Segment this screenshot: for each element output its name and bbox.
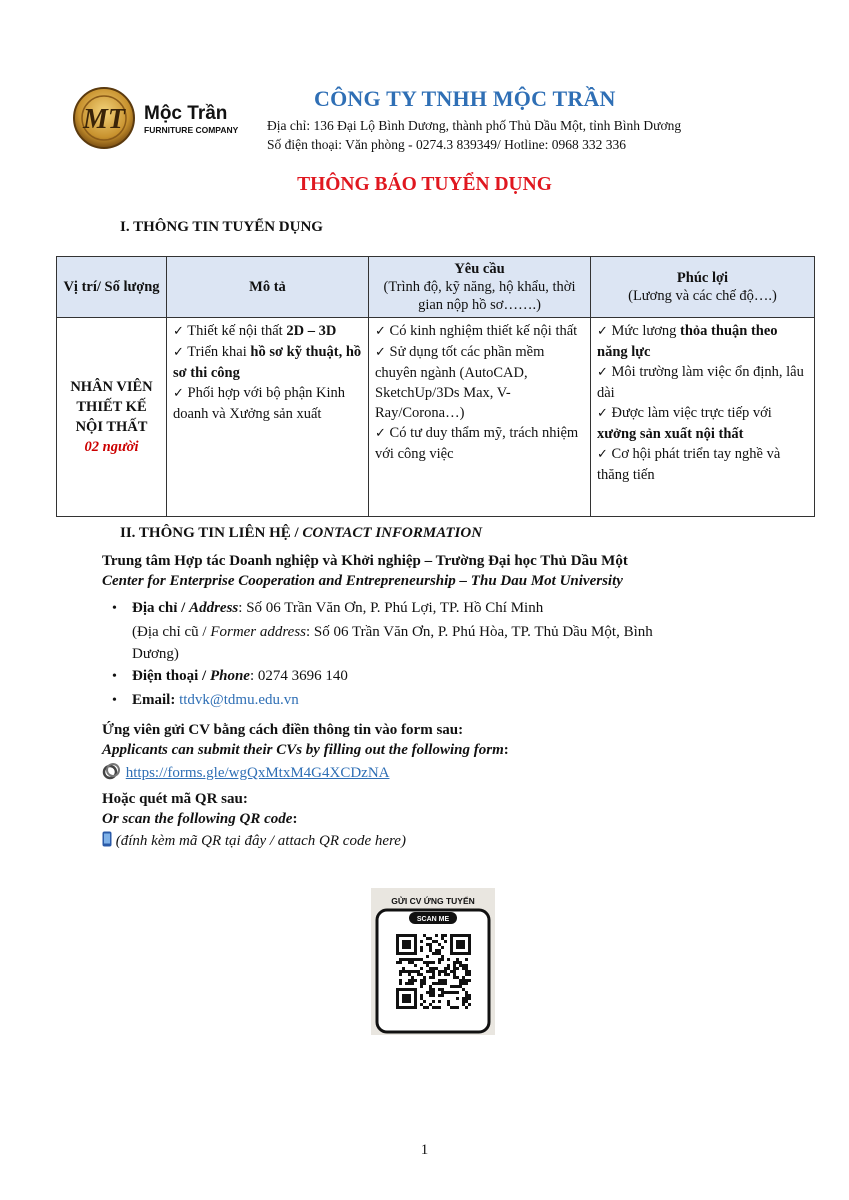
form-instruction-vi: Ứng viên gửi CV bằng cách điền thông tin vào form sau: <box>102 722 464 738</box>
company-logo <box>72 86 248 150</box>
table-row <box>57 318 815 517</box>
check-icon: ✓ <box>375 426 386 441</box>
logo-monogram: MT <box>83 104 125 135</box>
requirements-cell <box>369 318 591 517</box>
check-icon: ✓ <box>597 365 608 380</box>
center-name-vi: Trung tâm Hợp tác Doanh nghiệp và Khởi nghiệp – Trường Đại học Thủ Dầu Một <box>102 553 628 569</box>
benefits-cell <box>591 318 815 517</box>
list-item: ✓ Phối hợp với bộ phận Kinh doanh và Xưởng sản xuất <box>173 385 346 422</box>
check-icon: ✓ <box>375 345 386 360</box>
check-icon: ✓ <box>173 324 184 339</box>
section2-heading: II. THÔNG TIN LIÊN HỆ / CONTACT INFORMATION <box>120 525 483 541</box>
bullet-icon: • <box>112 693 117 708</box>
form-link-line <box>102 762 390 782</box>
former-address-line: (Địa chỉ cũ / Former address: Số 06 Trần Văn Ơn, P. Phú Hòa, TP. Thủ Dầu Một, Bình <box>132 624 653 640</box>
list-item: ✓ Thiết kế nội thất 2D – 3D <box>173 323 337 339</box>
list-item: ✓ Cơ hội phát triển tay nghề và thăng tiến <box>597 446 781 483</box>
qr-code-card <box>371 888 495 1035</box>
list-item: ✓ Môi trường làm việc ổn định, lâu dài <box>597 364 804 401</box>
list-item: ✓ Có tư duy thẩm mỹ, trách nhiệm với công việc <box>375 425 579 462</box>
paperclip-icon <box>102 762 122 780</box>
header-requirements: Yêu cầu (Trình độ, kỹ năng, hộ khẩu, thời gian nộp hồ sơ…….) <box>369 257 591 318</box>
scan-me-label: SCAN ME <box>416 916 450 923</box>
bullet-icon: • <box>112 601 117 616</box>
header-description: Mô tả <box>167 257 369 318</box>
company-phone: Số điện thoại: Văn phòng - 0274.3 839349/ Hotline: 0968 332 336 <box>267 137 626 152</box>
page-number: 1 <box>420 1142 429 1158</box>
recruitment-table <box>56 256 815 517</box>
check-icon: ✓ <box>597 406 608 421</box>
logo-mark <box>72 86 248 150</box>
email-link[interactable]: ttdvk@tdmu.edu.vn <box>179 692 299 708</box>
bullet-icon: • <box>112 669 117 684</box>
form-url-link[interactable]: https://forms.gle/wgQxMtxM4G4XCDzNA <box>125 765 390 781</box>
check-icon: ✓ <box>375 324 386 339</box>
phone-icon <box>102 831 112 847</box>
center-name-en: Center for Enterprise Cooperation and Entrepreneurship – Thu Dau Mot University <box>102 573 623 589</box>
company-name: CÔNG TY TNHH MỘC TRẦN <box>314 86 616 111</box>
qr-card-graphic <box>371 888 495 1035</box>
position-count: 02 người <box>84 439 139 455</box>
form-instruction-en: Applicants can submit their CVs by filling out the following form: <box>102 742 509 758</box>
list-item: ✓ Triển khai hồ sơ kỹ thuật, hồ sơ thi công <box>173 344 362 381</box>
check-icon: ✓ <box>597 447 608 462</box>
list-item: ✓ Được làm việc trực tiếp với xưởng sản xuất nội thất <box>597 405 772 442</box>
company-address: Địa chỉ: 136 Đại Lộ Bình Dương, thành phố Thủ Dầu Một, tỉnh Bình Dương <box>267 118 682 133</box>
address-line: Địa chỉ / Address: Số 06 Trần Văn Ơn, P. Phú Lợi, TP. Hồ Chí Minh <box>132 600 544 616</box>
header-position: Vị trí/ Số lượng <box>57 257 167 318</box>
list-item: ✓ Có kinh nghiệm thiết kế nội thất <box>375 323 578 339</box>
logo-tagline: FURNITURE COMPANY <box>144 125 239 135</box>
position-cell: NHÂN VIÊN THIẾT KẾ NỘI THẤT 02 người <box>57 318 167 517</box>
qr-card-title: GỬI CV ỨNG TUYỂN <box>391 896 475 906</box>
section1-heading: I. THÔNG TIN TUYỂN DỤNG <box>120 219 323 235</box>
table-header-row <box>57 257 815 318</box>
logo-brand-name: Mộc Trần <box>144 103 228 124</box>
qr-note-line: (đính kèm mã QR tại đây / attach QR code here) <box>102 831 406 850</box>
email-line: Email: ttdvk@tdmu.edu.vn <box>132 692 299 708</box>
header-benefits: Phúc lợi (Lương và các chế độ….) <box>591 257 815 318</box>
list-item: ✓ Sử dụng tốt các phần mềm chuyên ngành (AutoCAD, SketchUp/3Ds Max, V-Ray/Corona…) <box>375 344 545 421</box>
qr-instruction-vi: Hoặc quét mã QR sau: <box>102 791 248 807</box>
check-icon: ✓ <box>173 386 184 401</box>
phone-line: Điện thoại / Phone: 0274 3696 140 <box>132 668 348 684</box>
description-cell <box>167 318 369 517</box>
list-item: ✓ Mức lương thỏa thuận theo năng lực <box>597 323 778 360</box>
notice-title: THÔNG BÁO TUYỂN DỤNG <box>297 174 552 195</box>
former-address-line-2: Dương) <box>132 646 179 662</box>
qr-instruction-en: Or scan the following QR code: <box>102 811 298 827</box>
check-icon: ✓ <box>597 324 608 339</box>
check-icon: ✓ <box>173 345 184 360</box>
